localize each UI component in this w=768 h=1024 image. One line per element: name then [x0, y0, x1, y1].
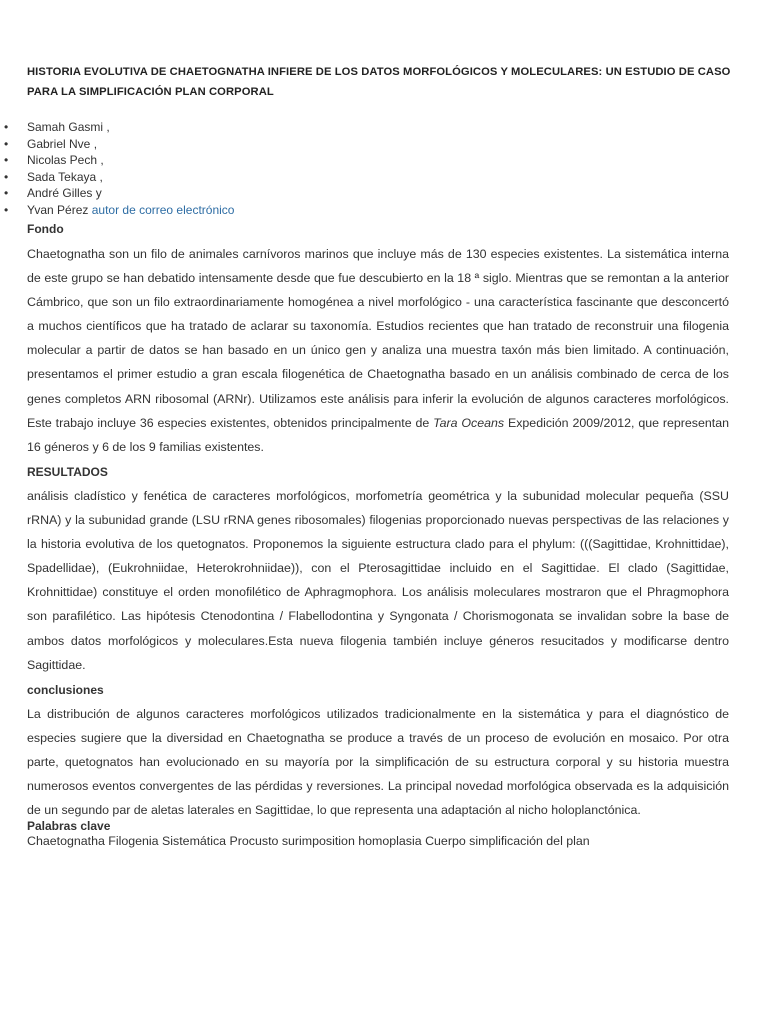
section-text-fondo	[27, 242, 729, 459]
paper-title: HISTORIA EVOLUTIVA DE CHAETOGNATHA INFIERE DE LOS DATOS MORFOLÓGICOS Y MOLECULARES: UN ESTUDIO DE CASO PARA LA SIMPLIFICACIÓN PLAN CORPORAL	[27, 66, 731, 98]
fondo-text-part: Expedición 2009/2012, que representan 16 géneros y 6 de los 9 familias existentes.	[27, 415, 730, 454]
author-item	[0, 152, 234, 169]
author-name: Nicolas Pech ,	[27, 153, 104, 167]
author-list	[0, 119, 234, 218]
corresponding-author-link[interactable]: autor de correo electrónico	[91, 202, 235, 217]
author-name: Samah Gasmi ,	[27, 120, 110, 134]
section-heading-keywords: Palabras clave	[27, 819, 111, 833]
keywords-text: Chaetognatha Filogenia Sistemática Procusto surimposition homoplasia Cuerpo simplificación del plan	[27, 834, 590, 848]
author-name: Yvan Pérez	[27, 202, 89, 217]
fondo-text-part: Chaetognatha son un filo de animales carnívoros marinos que incluye más de 130 especies existentes. La sistemática interna de este grupo se han debatido intensamente desde que fue descubierto en la 18 ª siglo. Mientras que se remontan a la anterior Cámbrico, que son un filo extraordinariamente homogénea a nivel morfológico - una característica fascinante que desconcertó a muchos científicos que ha tratado de aclarar su taxonomía. Estudios recientes que han tratado de reconstruir una filogenia molecular a partir de datos se han basado en un único gen y analiza una muestra taxón más bien limitado. A continuación, presentamos el primer estudio a gran escala filogenética de Chaetognatha basado en un análisis combinado de cerca de los genes completos ARN ribosomal (ARNr). Utilizamos este análisis para inferir la evolución de algunos caracteres morfológicos. Este trabajo incluye 36 especies existentes, obtenidos principalmente de	[27, 247, 729, 430]
author-item	[0, 202, 234, 219]
author-name: Sada Tekaya ,	[27, 169, 103, 184]
section-text-conclusiones: La distribución de algunos caracteres morfológicos utilizados tradicionalmente en la sistemática y para el diagnóstico de especies sugiere que la diversidad en Chaetognatha se produce a través de un proceso de evolución en mosaico. Por otra parte, quetognatos han evolucionado en su mayoría por la simplificación de su estructura corporal y su historia muestra numerosos eventos convergentes de las pérdidas y reversiones. La principal novedad morfológica observada es la adquisición de un segundo par de aletas laterales en Sagittidae, lo que representa una adaptación al nicho holoplanctónica.	[27, 707, 729, 818]
author-item	[0, 169, 234, 186]
author-name: André Gilles y	[27, 186, 102, 200]
section-text-resultados: análisis cladístico y fenética de caracteres morfológicos, morfometría geométrica y la subunidad molecular pequeña (SSU rRNA) y la subunidad grande (LSU rRNA genes ribosomales) filogenias proporcionado nuevas perspectivas de las relaciones y la historia evolutiva de los quetognatos. Proponemos la siguiente estructura clado para el phylum: (((Sagittidae, Krohnittidae), Spadellidae), (Eukrohniidae, Heterokrohniidae)), con el Pterosagittidae incluido en el Sagittidae. El clado (Sagittidae, Krohnittidae) constituye el orden monofilético de Aphragmophora. Los análisis moleculares mostraron que el Phragmophora son parafilético. Las hipótesis Ctenodontina / Flabellodontina y Syngonata / Chorismogonata se invalidan sobre la base de ambos datos morfológicos y moleculares.Esta nueva filogenia también incluye géneros resucitados y modificarse dentro Sagittidae.	[27, 489, 729, 672]
author-item	[0, 185, 234, 202]
author-name: Gabriel Nve ,	[27, 136, 98, 151]
author-item	[0, 119, 234, 136]
author-item	[0, 136, 234, 153]
section-heading-conclusiones: conclusiones	[27, 683, 104, 697]
fondo-italic-term: Tara Oceans	[433, 415, 505, 430]
section-heading-fondo: Fondo	[27, 222, 64, 236]
section-heading-resultados: RESULTADOS	[27, 465, 108, 479]
